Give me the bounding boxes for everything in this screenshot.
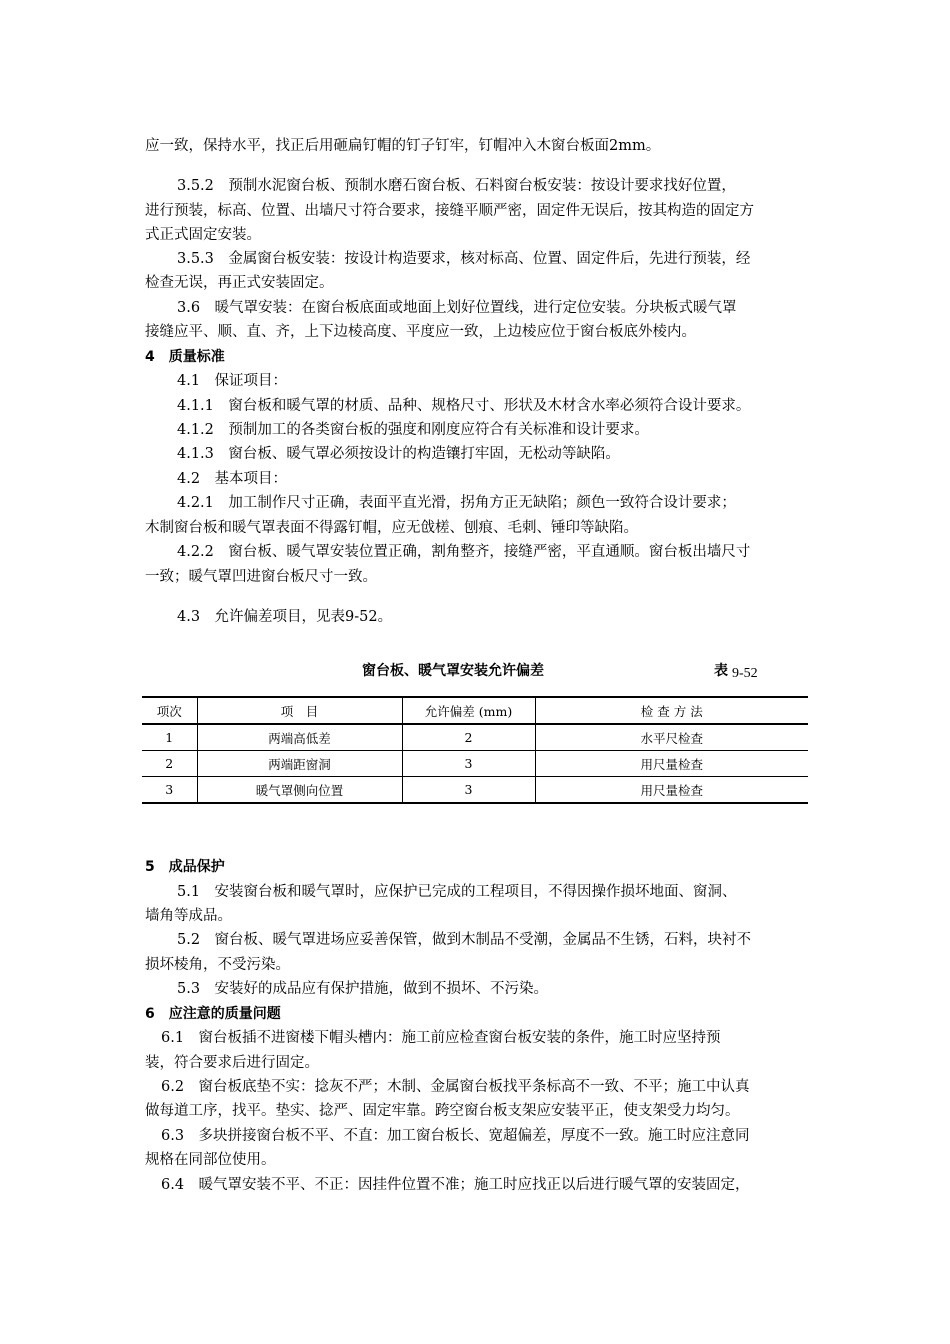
paragraph-line: 4.2.1 加工制作尺寸正确，表面平直光滑，拐角方正无缺陷；颜色一致符合设计要求；	[177, 495, 736, 511]
table-caption	[140, 660, 808, 684]
paragraph-line: 4.2 基本项目：	[177, 471, 288, 487]
header-tolerance: 允许偏差 (mm)	[402, 697, 535, 724]
paragraph-line: 5.3 安装好的成品应有保护措施，做到不损坏、不污染。	[177, 981, 549, 997]
cell-item: 两端高低差	[197, 724, 402, 751]
cell-method: 水平尺检查	[535, 724, 808, 751]
section-heading: 6 应注意的质量问题	[145, 1006, 281, 1022]
table-title: 窗台板、暖气罩安装允许偏差	[362, 663, 544, 679]
table-number: 9-52	[732, 666, 758, 681]
paragraph-line: 损坏棱角，不受污染。	[145, 957, 290, 973]
table-row	[142, 777, 808, 804]
section-heading: 4 质量标准	[145, 349, 225, 365]
paragraph-line: 进行预装，标高、位置、出墙尺寸符合要求，接缝平顺严密，固定件无误后，按其构造的固定方	[145, 203, 754, 219]
header-method: 检 查 方 法	[535, 697, 808, 724]
paragraph-line: 规格在同部位使用。	[145, 1152, 276, 1168]
table-label: 表	[714, 663, 728, 679]
table-row	[142, 724, 808, 751]
paragraph-line: 6.4 暖气罩安装不平、不正：因挂件位置不准；施工时应找正以后进行暖气罩的安装固定，	[161, 1177, 750, 1193]
cell-item: 暖气罩侧向位置	[197, 777, 402, 804]
cell-method: 用尺量检查	[535, 777, 808, 804]
paragraph-line: 6.2 窗台板底垫不实：捻灰不严；木制、金属窗台板找平条标高不一致、不平；施工中认真	[161, 1079, 750, 1095]
cell-tolerance: 3	[402, 777, 535, 804]
paragraph-line: 4.1.1 窗台板和暖气罩的材质、品种、规格尺寸、形状及木材含水率必须符合设计要求。	[177, 398, 751, 414]
header-item: 项 目	[197, 697, 402, 724]
paragraph-line: 4.1.3 窗台板、暖气罩必须按设计的构造镶打牢固，无松动等缺陷。	[177, 446, 620, 462]
cell-tolerance: 3	[402, 751, 535, 777]
table-header-row	[142, 697, 808, 724]
cell-method: 用尺量检查	[535, 751, 808, 777]
paragraph-line: 5.1 安装窗台板和暖气罩时，应保护已完成的工程项目，不得因操作损坏地面、窗洞、	[177, 884, 737, 900]
paragraph-line: 4.1.2 预制加工的各类窗台板的强度和刚度应符合有关标准和设计要求。	[177, 422, 649, 438]
table-row	[142, 751, 808, 777]
paragraph-line: 6.3 多块拼接窗台板不平、不直：加工窗台板长、宽超偏差，厚度不一致。施工时应注意同	[161, 1128, 750, 1144]
paragraph-line: 检查无误，再正式安装固定。	[145, 275, 334, 291]
paragraph-line: 应一致，保持水平，找正后用砸扁钉帽的钉子钉牢，钉帽冲入木窗台板面2mm。	[145, 138, 661, 154]
cell-tolerance: 2	[402, 724, 535, 751]
paragraph-line: 接缝应平、顺、直、齐，上下边棱高度、平度应一致，上边棱应位于窗台板底外棱内。	[145, 324, 696, 340]
paragraph-line: 4.3 允许偏差项目，见表9-52。	[177, 609, 393, 625]
cell-item-no: 3	[142, 777, 197, 804]
cell-item-no: 1	[142, 724, 197, 751]
paragraph-line: 5.2 窗台板、暖气罩进场应妥善保管，做到木制品不受潮，金属品不生锈，石料，块衬不	[177, 932, 752, 948]
cell-item: 两端距窗洞	[197, 751, 402, 777]
paragraph-line: 3.6 暖气罩安装：在窗台板底面或地面上划好位置线，进行定位安装。分块板式暖气罩	[177, 300, 737, 316]
tolerance-table	[142, 696, 808, 804]
cell-item-no: 2	[142, 751, 197, 777]
paragraph-line: 3.5.2 预制水泥窗台板、预制水磨石窗台板、石料窗台板安装：按设计要求找好位置，	[177, 178, 736, 194]
paragraph-line: 式正式固定安装。	[145, 227, 261, 243]
paragraph-line: 木制窗台板和暖气罩表面不得露钉帽，应无戗槎、刨痕、毛刺、锤印等缺陷。	[145, 520, 638, 536]
section-heading: 5 成品保护	[145, 859, 225, 875]
paragraph-line: 做每道工序，找平。垫实、捻严、固定牢靠。跨空窗台板支架应安装平正，使支架受力均匀。	[145, 1103, 740, 1119]
paragraph-line: 墙角等成品。	[145, 908, 232, 924]
paragraph-line: 4.2.2 窗台板、暖气罩安装位置正确，割角整齐，接缝严密，平直通顺。窗台板出墙尺寸	[177, 544, 751, 560]
paragraph-line: 一致；暖气罩凹进窗台板尺寸一致。	[145, 569, 377, 585]
paragraph-line: 6.1 窗台板插不进窗楼下帽头槽内：施工前应检查窗台板安装的条件，施工时应坚持预	[161, 1030, 721, 1046]
paragraph-line: 装，符合要求后进行固定。	[145, 1055, 319, 1071]
paragraph-line: 3.5.3 金属窗台板安装：按设计构造要求，核对标高、位置、固定件后，先进行预装，经	[177, 251, 751, 267]
paragraph-line: 4.1 保证项目：	[177, 373, 288, 389]
header-item-no: 项次	[142, 697, 197, 724]
